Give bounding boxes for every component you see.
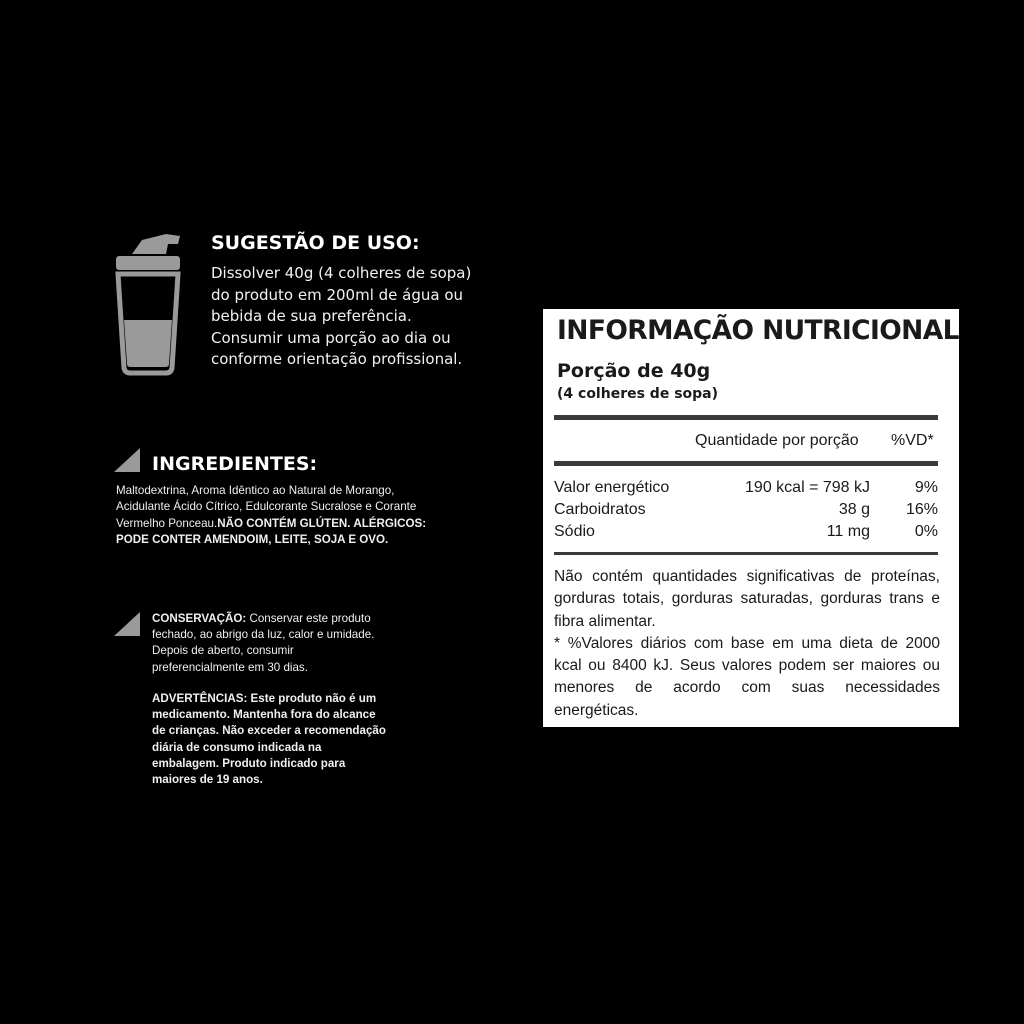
column-header-vd: %VD* bbox=[891, 432, 934, 449]
nutrient-name: Carboidratos bbox=[554, 501, 646, 518]
nutrient-row bbox=[554, 501, 938, 523]
warnings-line: ADVERTÊNCIAS: Este produto não é um bbox=[152, 692, 377, 705]
usage-line: bebida de sua preferência. bbox=[211, 307, 412, 325]
usage-line: do produto em 200ml de água ou bbox=[211, 285, 464, 304]
warnings-line: diária de consumo indicada na bbox=[152, 740, 322, 754]
nutrient-row bbox=[554, 523, 938, 545]
nutrient-vd: 16% bbox=[905, 501, 938, 518]
conservation-section bbox=[152, 611, 432, 676]
conservation-line: Depois de aberto, consumir bbox=[152, 644, 294, 658]
portion-size-detail: (4 colheres de sopa) bbox=[557, 386, 719, 402]
usage-line: Dissolver 40g (4 colheres de sopa) bbox=[211, 264, 472, 282]
notes-line: fibra alimentar. bbox=[554, 612, 656, 630]
nutrient-amount: 11 mg bbox=[826, 523, 870, 540]
ingredients-title: INGREDIENTES: bbox=[152, 453, 318, 475]
ingredients-line: Acidulante Ácido Cítrico, Edulcorante Sucralose e Corante bbox=[116, 500, 417, 514]
notes-line: gorduras totais, gorduras saturadas, gorduras trans e bbox=[554, 590, 940, 608]
ingredients-line: Maltodextrina, Aroma Idêntico ao Natural de Morango, bbox=[116, 484, 395, 497]
allergen-notice: PODE CONTER AMENDOIM, LEITE, SOJA E OVO. bbox=[116, 532, 389, 546]
usage-line: conforme orientação profissional. bbox=[211, 350, 463, 368]
column-header-quantity: Quantidade por porção bbox=[695, 432, 859, 449]
usage-section bbox=[211, 232, 511, 371]
notes-line: * %Valores diários com base em uma dieta de 2000 bbox=[554, 634, 940, 652]
conservation-label: CONSERVAÇÃO: bbox=[152, 612, 247, 625]
triangle-corner-icon bbox=[114, 448, 140, 472]
ingredients-text bbox=[116, 483, 456, 548]
notes-line: kcal ou 8400 kJ. Seus valores podem ser maiores ou bbox=[554, 657, 940, 675]
conservation-text: Conservar este produto bbox=[246, 612, 371, 625]
conservation-line: fechado, ao abrigo da luz, calor e umidade. bbox=[152, 628, 375, 642]
gluten-allergen-notice: NÃO CONTÉM GLÚTEN. ALÉRGICOS: bbox=[217, 516, 427, 530]
divider bbox=[554, 461, 938, 466]
conservation-line: preferencialmente em 30 dias. bbox=[152, 660, 308, 674]
usage-line: Consumir uma porção ao dia ou bbox=[211, 328, 451, 347]
nutrient-amount: 38 g bbox=[838, 501, 870, 518]
nutrition-title: INFORMAÇÃO NUTRICIONAL bbox=[557, 315, 959, 346]
warnings-section bbox=[152, 691, 432, 788]
notes-line: Não contém quantidades significativas de proteínas, bbox=[554, 568, 940, 585]
nutrient-name: Valor energético bbox=[554, 479, 670, 496]
nutrient-vd: 0% bbox=[914, 523, 938, 540]
divider bbox=[554, 552, 938, 555]
portion-size: Porção de 40g bbox=[557, 360, 711, 382]
warnings-line: medicamento. Mantenha fora do alcance bbox=[152, 708, 376, 722]
divider bbox=[554, 415, 938, 420]
warnings-line: de crianças. Não exceder a recomendação bbox=[152, 724, 386, 738]
nutrient-name: Sódio bbox=[554, 523, 595, 540]
warnings-line: maiores de 19 anos. bbox=[152, 773, 263, 787]
nutrition-facts-panel bbox=[543, 309, 959, 727]
ingredients-line bbox=[116, 516, 456, 532]
shaker-bottle-icon bbox=[112, 232, 184, 376]
warnings-line: embalagem. Produto indicado para bbox=[152, 756, 346, 770]
notes-line: energéticas. bbox=[554, 701, 639, 719]
triangle-corner-icon bbox=[114, 612, 140, 636]
conservation-line bbox=[152, 611, 432, 627]
notes-line: menores de acordo com suas necessidades bbox=[554, 679, 940, 697]
nutrition-notes bbox=[554, 566, 940, 722]
nutrient-row bbox=[554, 479, 938, 501]
ingredients-text-regular: Vermelho Ponceau. bbox=[116, 516, 218, 530]
nutrient-amount: 190 kcal = 798 kJ bbox=[745, 479, 870, 496]
nutrient-vd: 9% bbox=[914, 479, 938, 496]
usage-title: SUGESTÃO DE USO: bbox=[211, 232, 420, 254]
